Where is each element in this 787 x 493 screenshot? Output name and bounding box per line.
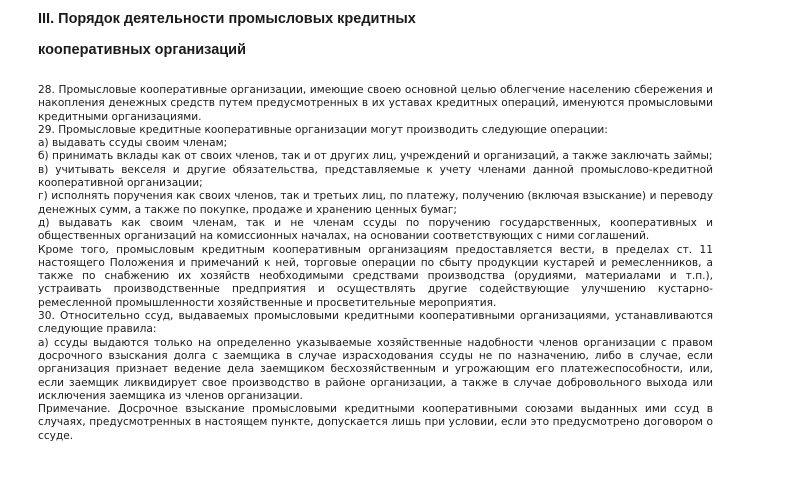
paragraph-30-item-a: а) ссуды выдаются только на определенно указываемые хозяйственные надобности членов организации с правом досрочного взыскания долга с заемщика в случае израсходования ссуды не по назначению, либо в случае, если организация признает ведение дела заемщиком бесхозяйственным и угрожающим его платежеспособности, или, если заемщик ликвидирует свое производство в районе организации, а также в случае добровольного выхода или исключения заемщика из членов организации. [38,336,713,402]
paragraph-28: 28. Промысловые кооперативные организации, имеющие своею основной целью облегчение населению сбережения и накопления денежных средств путем предусмотренных в их уставах кредитных операций, именуются промысловыми кредитными организациями. [38,84,713,123]
section-title-line-1: III. Порядок деятельности промысловых кредитных [38,11,416,27]
document-body [38,84,713,443]
paragraph-30-note: Примечание. Досрочное взыскание промысловыми кредитными кооперативными союзами выданных ими ссуд в случаях, предусмотренных в настоящем пункте, допускается лишь при условии, если это предусмотрено договором о ссуде. [38,403,713,442]
paragraph-30: 30. Относительно ссуд, выдаваемых промысловыми кредитными кооперативными организациями, устанавливаются следующие правила: [38,310,713,336]
section-title-line-2: кооперативных организаций [38,42,246,58]
paragraph-29-item-v: в) учитывать векселя и другие обязательства, представляемые к учету членами данной промыслово-кредитной кооперативной организации; [38,163,713,190]
paragraph-29-item-d: д) выдавать как своим членам, так и не членам ссуды по поручению государственных, кооперативных и общественных организаций на комиссионных началах, на основании соответствующих с ними соглашений. [38,216,713,243]
paragraph-29-item-a: а) выдавать ссуды своим членам; [38,137,228,150]
paragraph-29-item-g: г) исполнять поручения как своих членов, так и третьих лиц, по платежу, получению (включая взыскание) и переводу денежных сумм, а также по покупке, продаже и хранению ценных бумаг; [38,190,713,216]
paragraph-29-item-b: б) принимать вклады как от своих членов, так и от других лиц, учреждений и организаций, а также заключать займы; [38,150,713,163]
paragraph-29-additional: Кроме того, промысловым кредитным кооперативным организациям предоставляется вести, в пределах ст. 11 настоящего Положения и примечаний к ней, торговые операции по сбыту продукции кустарей и ремесленников, а также по снабжению их хозяйств необходимыми средствами производства (орудиями, материалами и т.п.), устраивать производственные предприятия и осуществлять другие содействующие улучшению кустарно-ремесленной промышленности хозяйственные и просветительные мероприятия. [38,243,713,309]
paragraph-29: 29. Промысловые кредитные кооперативные организации могут производить следующие операции: [38,123,608,136]
